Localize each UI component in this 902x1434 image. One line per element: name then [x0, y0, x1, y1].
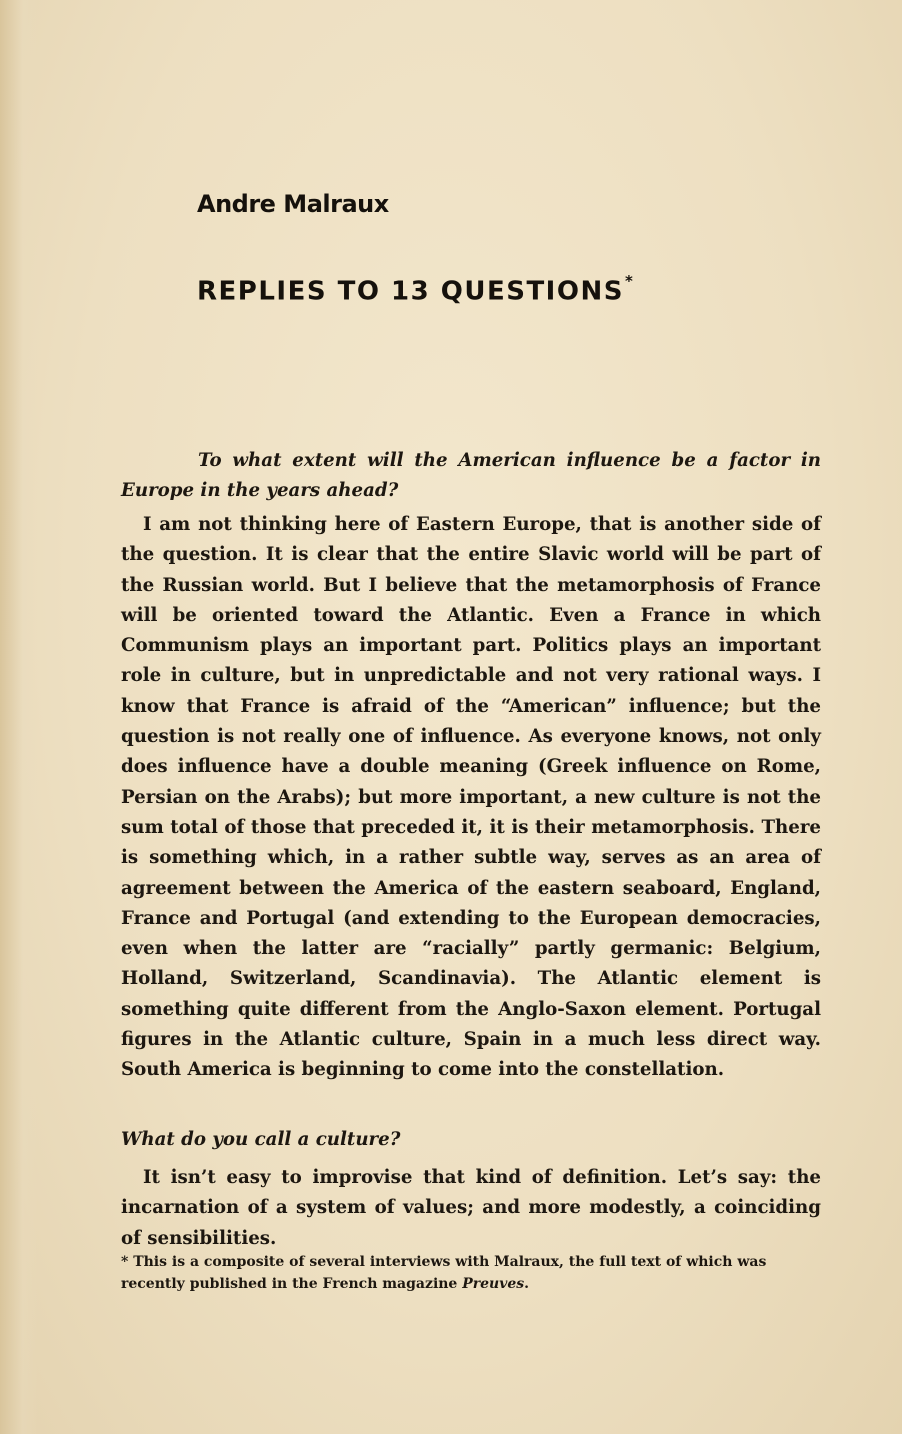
- footnote-end: .: [524, 1276, 530, 1292]
- footnote-marker-symbol: *: [121, 1254, 129, 1270]
- question-1: To what extent will the American influence be a factor in Europe in the years ahead?: [121, 450, 821, 502]
- footnote-marker: *: [624, 272, 635, 290]
- answer-2: It isn’t easy to improvise that kind of definition. Let’s say: the incarnation of a system of values; and more modestly, a coinciding of sensibilities.: [121, 1167, 821, 1249]
- magazine-name: Preuves: [462, 1276, 525, 1292]
- answer-1: I am not thinking here of Eastern Europe, that is another side of the question. It is clear that the entire Slavic world will be part of the Russian world. But I believe that the metamorphosis of France will be oriented toward the Atlantic. Even a France in which Communism plays an important part. Politics plays an important role in culture, but in unpredictable and not very rational ways. I know that France is afraid of the “American” influence; but the question is not really one of influence. As everyone knows, not only does influence have a double meaning (Greek influence on Rome, Persian on the Arabs); but more important, a new culture is not the sum total of those that preceded it, it is their metamorphosis. There is something which, in a rather subtle way, serves as an area of agreement between the America of the eastern seaboard, England, France and Portugal (and extending to the European democracies, even when the latter are “racially” partly germanic: Belgium, Holland, Switzerland, Scandinavia). The Atlantic element is something quite different from the Anglo-Saxon element. Portugal figures in the Atlantic culture, Spain in a much less direct way. South America is beginning to come into the constellation.: [121, 514, 821, 1081]
- article-title-text: REPLIES TO 13 QUESTIONS: [197, 276, 624, 307]
- binding-shadow: [0, 0, 38, 1434]
- question-2: What do you call a culture?: [121, 1129, 401, 1150]
- footnote: [121, 1251, 821, 1295]
- author-name: Andre Malraux: [197, 190, 389, 218]
- footnote-text: This is a composite of several interviews with Malraux, the full text of which was recently published in the French magazine: [121, 1254, 767, 1292]
- article-title: [197, 272, 635, 307]
